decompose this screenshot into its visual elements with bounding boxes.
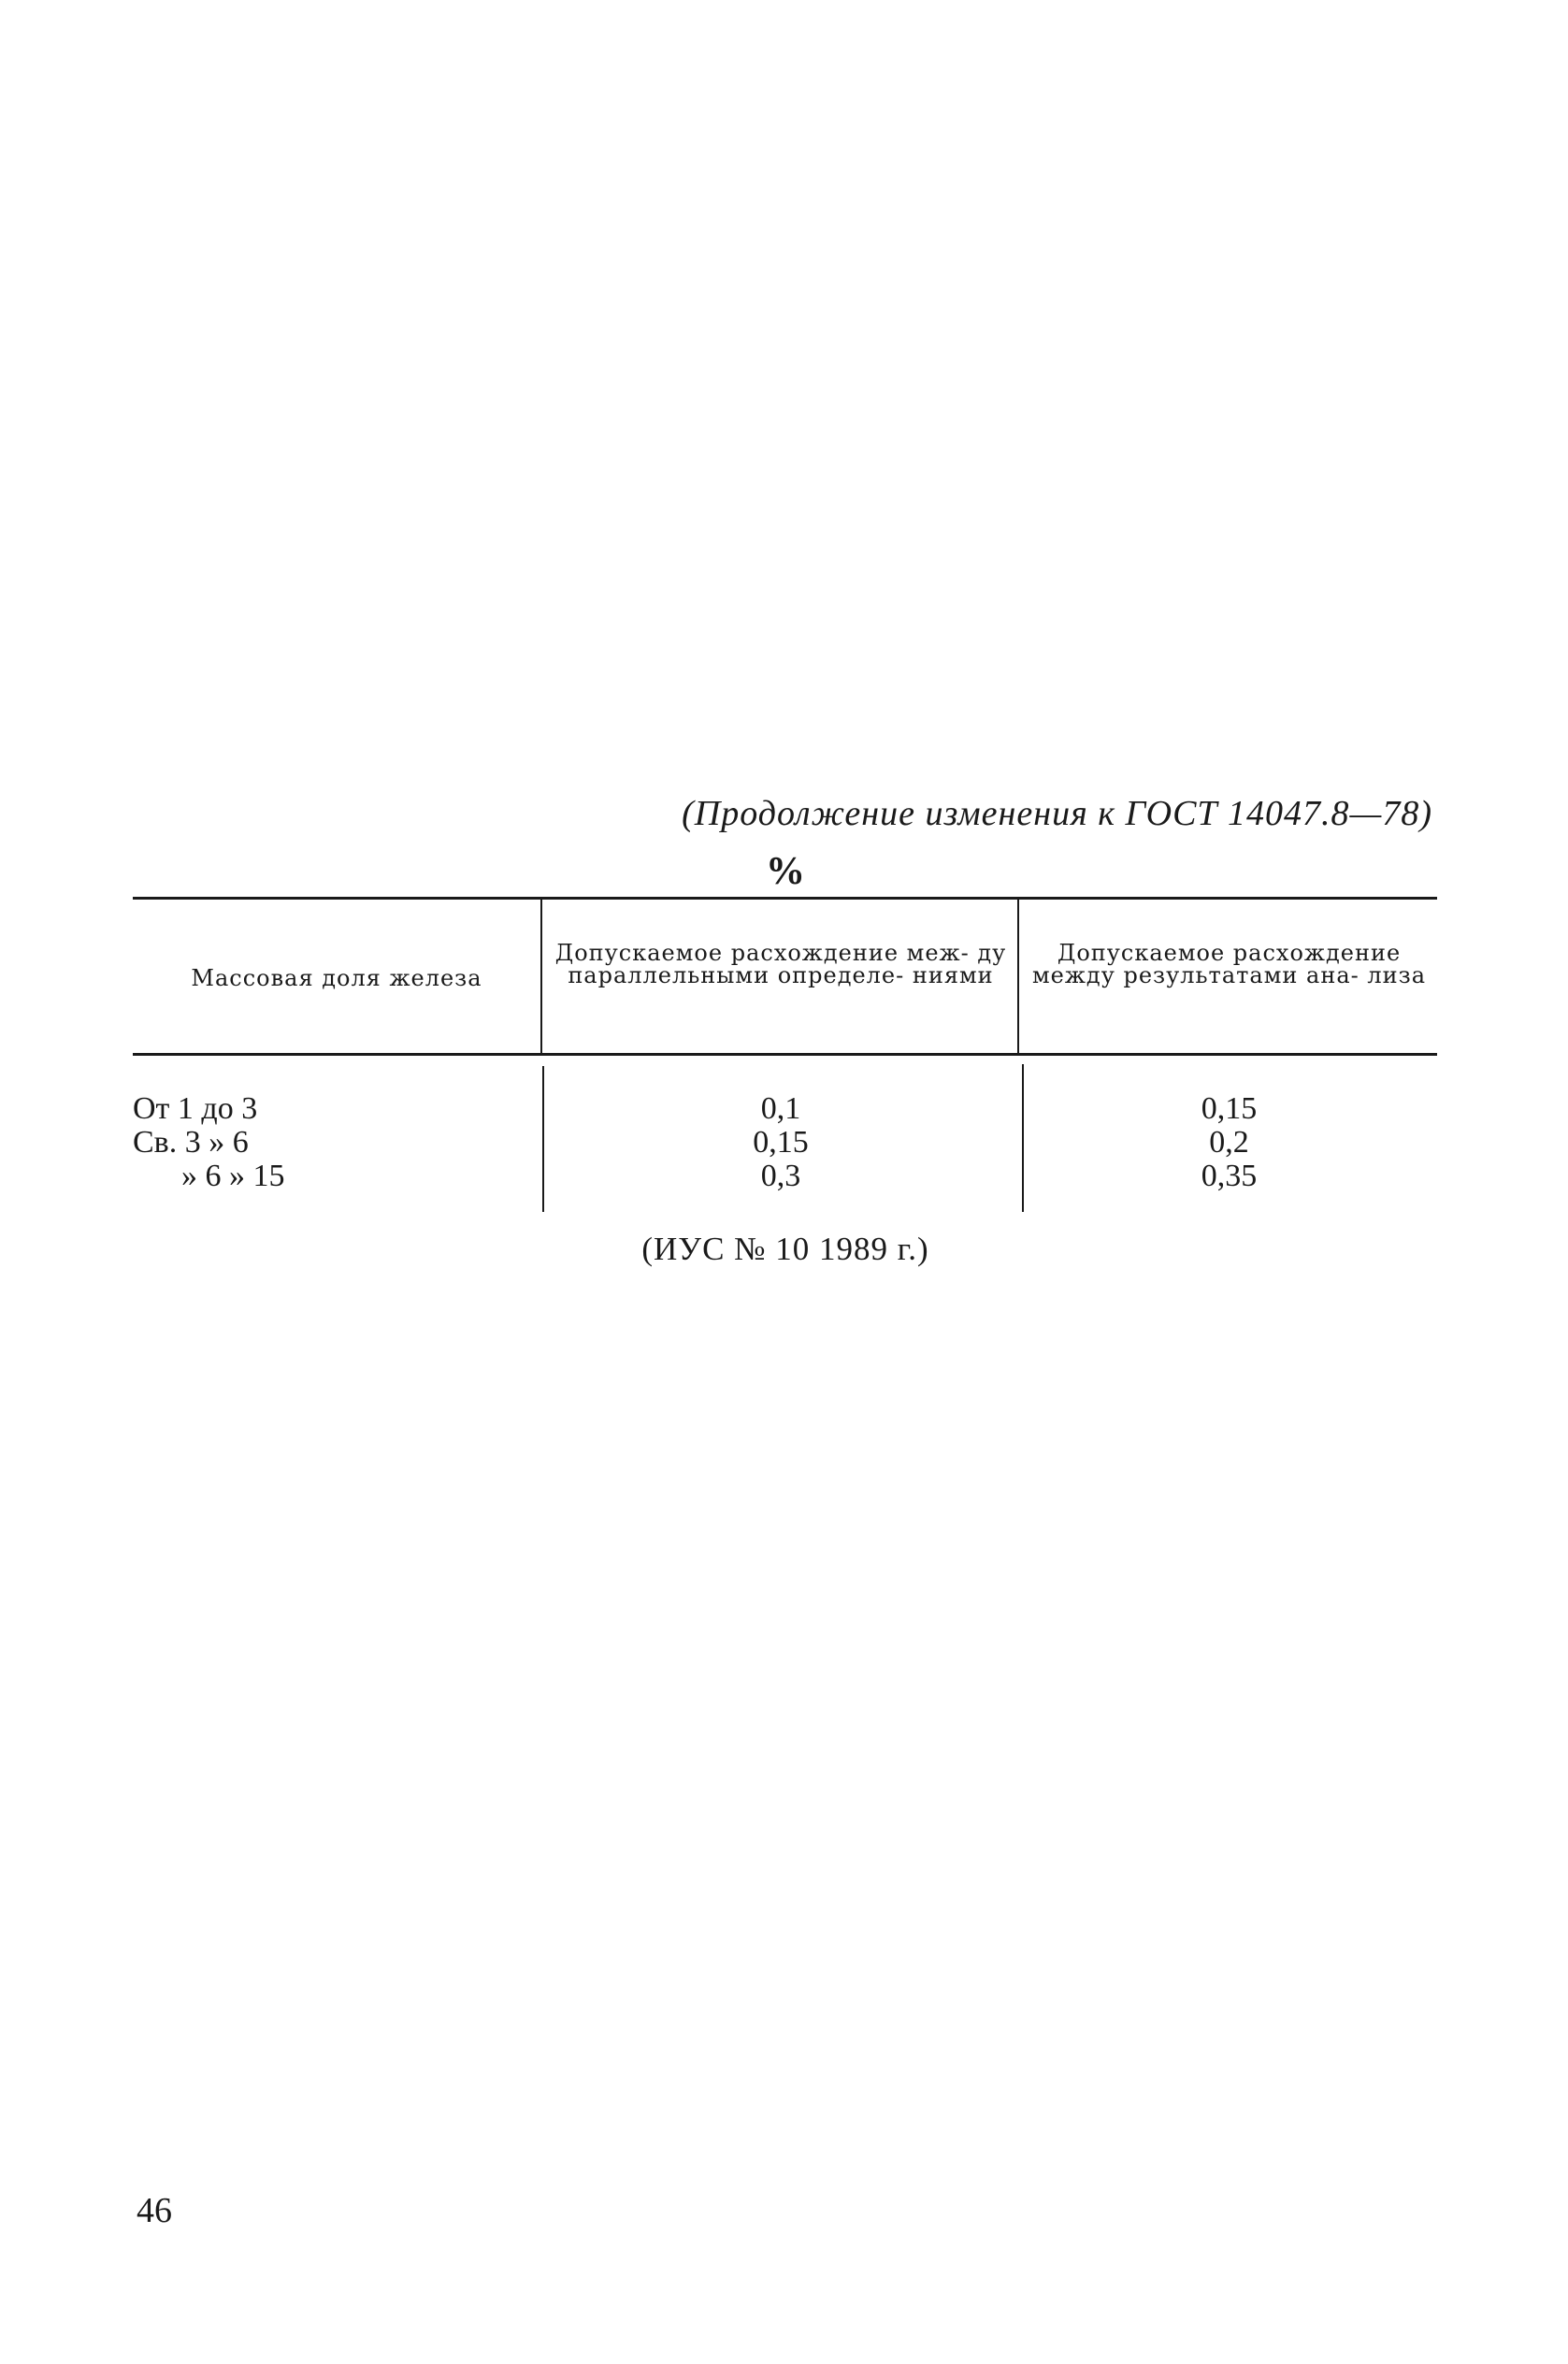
column-header-analysis-discrepancy: Допускаемое расхождение между результатами ана- лиза: [1031, 940, 1427, 988]
unit-label: %: [766, 850, 805, 893]
column-analysis-discrepancy: [1021, 1092, 1437, 1193]
source-reference: (ИУС № 10 1989 г.): [641, 1231, 929, 1267]
header-divider: [1017, 900, 1019, 1053]
table-cell: От 1 до 3: [133, 1091, 258, 1126]
column-parallel-discrepancy: [544, 1092, 1017, 1193]
column-header-parallel-discrepancy: Допускаемое расхождение меж- ду параллельными определе- ниями: [554, 940, 1007, 988]
table-cell: 0,1: [760, 1091, 801, 1126]
table-cell: 0,15: [753, 1125, 809, 1160]
page-number: 46: [137, 2191, 172, 2230]
table-top-rule: [133, 897, 1437, 900]
continuation-note: (Продолжение изменения к ГОСТ 14047.8—78): [682, 794, 1432, 833]
table-cell: » 6 » 15: [181, 1159, 285, 1193]
header-divider: [540, 900, 542, 1053]
table-header-rule: [133, 1053, 1437, 1056]
table-cell: 0,15: [1201, 1091, 1258, 1126]
table-cell: Св. 3 » 6: [133, 1125, 249, 1160]
table-cell: 0,3: [760, 1159, 801, 1193]
table-cell: 0,2: [1209, 1125, 1249, 1160]
table-cell: 0,35: [1201, 1159, 1258, 1193]
column-iron-fraction: [133, 1092, 525, 1193]
column-header-iron-fraction: Массовая доля железа: [191, 965, 482, 991]
